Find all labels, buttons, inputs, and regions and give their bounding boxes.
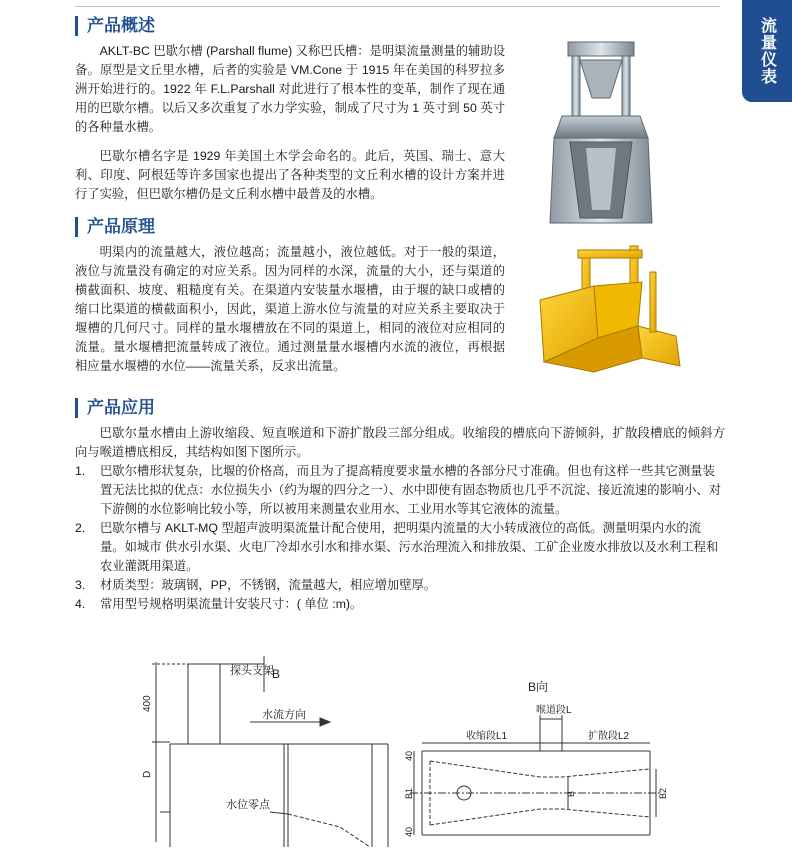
list-item-number: 4. [75,597,86,611]
list-item-text: 材质类型：玻璃钢，PP，不锈钢，流量越大，相应增加壁厚。 [100,578,437,592]
b-view-label: B向 [528,680,549,694]
list-item-text: 巴歇尔槽与 AKLT-MQ 型超声波明渠流量计配合使用，把明渠内流量的大小转成液位的高低。测量明渠内水的流量。如城市 供水引水渠、火电厂冷却水引水和排水渠、污水治理流入和排放渠、工矿企业废水排放以及水利工程和农业灌溉用渠道。 [100,521,719,573]
fiberglass-flume-photo [534,242,684,378]
diverging-label: 扩散段L2 [588,731,630,742]
side-tab[interactable]: 流量仪表 [742,0,792,102]
overview-paragraph-1: AKLT-BC 巴歇尔槽 (Parshall flume) 又称巴氏槽：是明渠流量测量的辅助设备。原型是文丘里水槽，后者的实验是 VM.Cone 于 1915 年在美国的科罗拉多洲开始进行的。1922 年 F.L.Parshall 对此进行了根本性的变革，制作了现在通用的巴歇尔槽。以后又多次重复了水力学实验，制成了尺寸为 1 英寸到 50 英寸的各种量水槽。 [75,44,505,134]
dimension-d: D [142,770,153,778]
dimension-b: B [566,790,576,797]
list-item-number: 1. [75,464,86,478]
section-title-principle: 产品原理 [75,217,155,237]
principle-paragraph: 明渠内的流量越大，液位越高；流量越小，液位越低。对于一般的渠道，液位与流量没有确定的对应关系。因为同样的水深，流量的大小，还与渠道的横截面积、坡度、粗糙度有关。在渠道内安装量水堰槽，由于堰的缺口或槽的缩口比渠道的横截面积小，因此，渠道上游水位与流量的对应关系主要取决于堰槽的几何尺寸。同样的量水堰槽放在不同的渠道上，相同的液位对应相同的流量。量水堰槽把流量转成了液位。通过测量量水堰槽内水流的液位，再根据相应量水堰槽的水位——流量关系，反求出流量。 [75,245,505,373]
list-item [75,462,725,519]
dimension-b2: B2 [658,787,668,799]
converging-label: 收缩段L1 [466,731,508,742]
section-title-application: 产品应用 [75,398,155,418]
plan-view-diagram [400,665,670,845]
b-direction-marker: B [272,667,281,681]
list-item-number: 2. [75,521,86,535]
overview-paragraph-2: 巴歇尔槽名字是 1929 年美国土木学会命名的。此后，英国、瑞士、意大利、印度、阿根廷等许多国家也提出了各种类型的文丘利水槽的设计方案并进行了实验，但巴歇尔槽仍是文丘利水槽中最普及的水槽。 [75,149,505,201]
dimension-40-top: 40 [404,750,414,761]
flow-direction-label: 水流方向 [262,709,306,721]
stainless-flume-photo [540,38,660,228]
list-item-text: 常用型号规格明渠流量计安装尺寸：( 单位 :m)。 [100,597,363,611]
side-view-diagram [140,652,390,847]
list-item [75,576,725,595]
list-item [75,519,725,576]
probe-bracket-label: 探头支架 [230,665,274,677]
dimension-400: 400 [142,695,153,712]
dimension-b1: B1 [404,787,414,799]
list-item-number: 3. [75,578,86,592]
dimension-40-bottom: 40 [404,826,414,837]
application-intro: 巴歇尔量水槽由上游收缩段、短直喉道和下游扩散段三部分组成。收缩段的槽底向下游倾斜，扩散段槽底的倾斜方向与喉道槽底相反，其结构如图下图所示。 [75,426,725,459]
zero-point-label: 水位零点 [226,799,270,811]
section-title-overview: 产品概述 [75,16,155,36]
application-list [75,462,725,614]
top-divider [75,6,720,7]
throat-label: 喉道段L [536,705,572,716]
list-item [75,595,725,614]
list-item-text: 巴歇尔槽形状复杂，比堰的价格高，而且为了提高精度要求量水槽的各部分尺寸准确。但也有这样一些其它测量装置无法比拟的优点：水位损失小（约为堰的四分之一）、水中即使有固态物质也几乎不沉淀、接近流速的影响小、对下游侧的水位影响比较小等，所以被用来测量农业用水、工业用水等其它液体的流量。 [100,464,721,516]
